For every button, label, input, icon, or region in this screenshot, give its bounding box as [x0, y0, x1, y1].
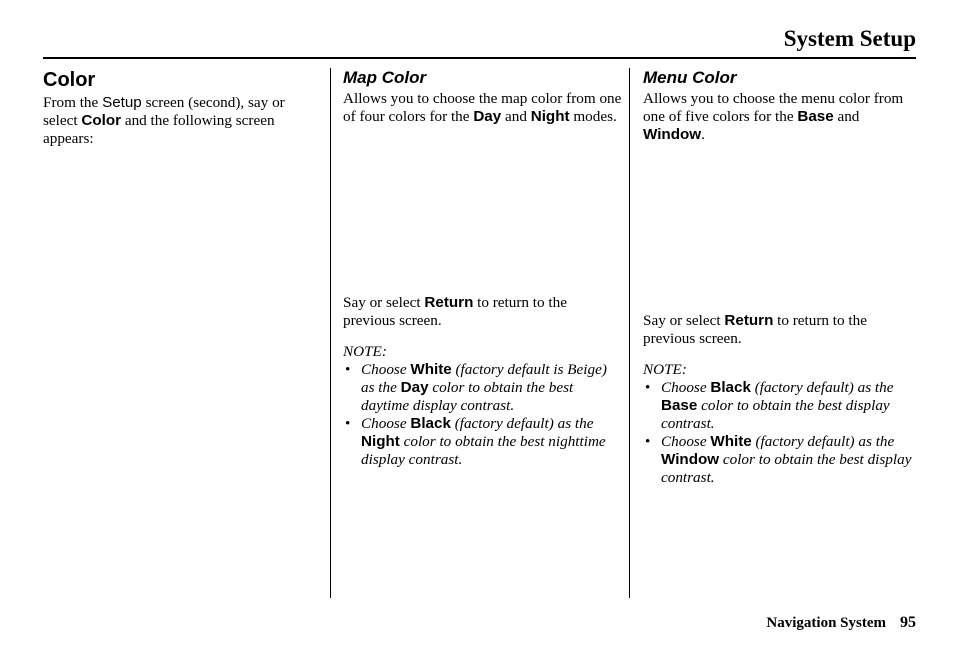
list-item — [343, 415, 623, 469]
keyword-color: Color — [81, 112, 122, 129]
menu-return-text — [643, 312, 923, 348]
map-color-intro — [343, 90, 623, 126]
keyword-return: Return — [724, 312, 774, 329]
text: (factory default) as the — [751, 433, 895, 450]
text: color to obtain the best display contrast. — [661, 451, 912, 486]
keyword-base: Base — [797, 108, 834, 125]
text: color to obtain the best nighttime display contrast. — [361, 433, 606, 468]
text: Say or select — [643, 312, 725, 329]
column-divider-1 — [330, 68, 331, 598]
spacer — [643, 144, 923, 312]
text: to return to the previous screen. — [343, 294, 567, 329]
text: to return to the previous screen. — [643, 312, 867, 347]
keyword-black: Black — [410, 415, 451, 432]
text: (factory default) as the — [450, 415, 594, 432]
keyword-window: Window — [661, 451, 720, 468]
color-intro — [43, 94, 323, 148]
note-label: NOTE: — [343, 343, 387, 360]
keyword-setup: Setup — [102, 94, 142, 111]
keyword-day: Day — [400, 379, 429, 396]
page-number: 95 — [900, 614, 916, 631]
map-color-heading: Map Color — [343, 68, 427, 87]
text: and — [833, 108, 860, 125]
menu-notes-list — [643, 379, 923, 487]
keyword-day: Day — [473, 108, 502, 125]
color-heading: Color — [43, 69, 96, 91]
text: screen (second), say or select — [43, 94, 285, 129]
text: modes. — [569, 108, 617, 125]
menu-color-heading: Menu Color — [643, 68, 737, 87]
text: Allows you to choose the menu color from one of five colors for the — [643, 90, 904, 125]
page-header-title: System Setup — [783, 26, 916, 51]
text: Choose — [361, 361, 411, 378]
text: From the — [43, 94, 103, 111]
text: color to obtain the best daytime display contrast. — [361, 379, 574, 414]
text: Choose — [661, 379, 711, 396]
footer-section: Navigation System — [766, 615, 886, 631]
spacer — [343, 126, 623, 294]
text: . — [701, 126, 705, 143]
text: Choose — [361, 415, 411, 432]
header-rule — [43, 57, 916, 59]
keyword-night: Night — [530, 108, 570, 125]
color-column — [43, 68, 323, 148]
map-color-column — [343, 68, 623, 469]
keyword-white: White — [710, 433, 752, 450]
keyword-base: Base — [661, 397, 698, 414]
column-divider-2 — [629, 68, 630, 598]
page-footer — [766, 614, 916, 632]
text: (factory default is Beige) as the — [361, 361, 607, 396]
text: color to obtain the best display contrast. — [661, 397, 890, 432]
keyword-black: Black — [710, 379, 751, 396]
menu-color-column — [643, 68, 923, 487]
text: Choose — [661, 433, 711, 450]
list-item — [343, 361, 623, 415]
keyword-return: Return — [424, 294, 474, 311]
text: Allows you to choose the map color from one of four colors for the — [343, 90, 622, 125]
menu-color-intro — [643, 90, 923, 144]
text: and — [501, 108, 531, 125]
text: (factory default) as the — [750, 379, 894, 396]
list-item — [643, 379, 923, 433]
text: and the following screen appears: — [43, 112, 275, 147]
list-item — [643, 433, 923, 487]
text: Say or select — [343, 294, 425, 311]
map-return-text — [343, 294, 623, 330]
map-notes-list — [343, 361, 623, 469]
keyword-white: White — [410, 361, 452, 378]
note-label: NOTE: — [643, 361, 687, 378]
keyword-night: Night — [361, 433, 400, 450]
keyword-window: Window — [643, 126, 702, 143]
